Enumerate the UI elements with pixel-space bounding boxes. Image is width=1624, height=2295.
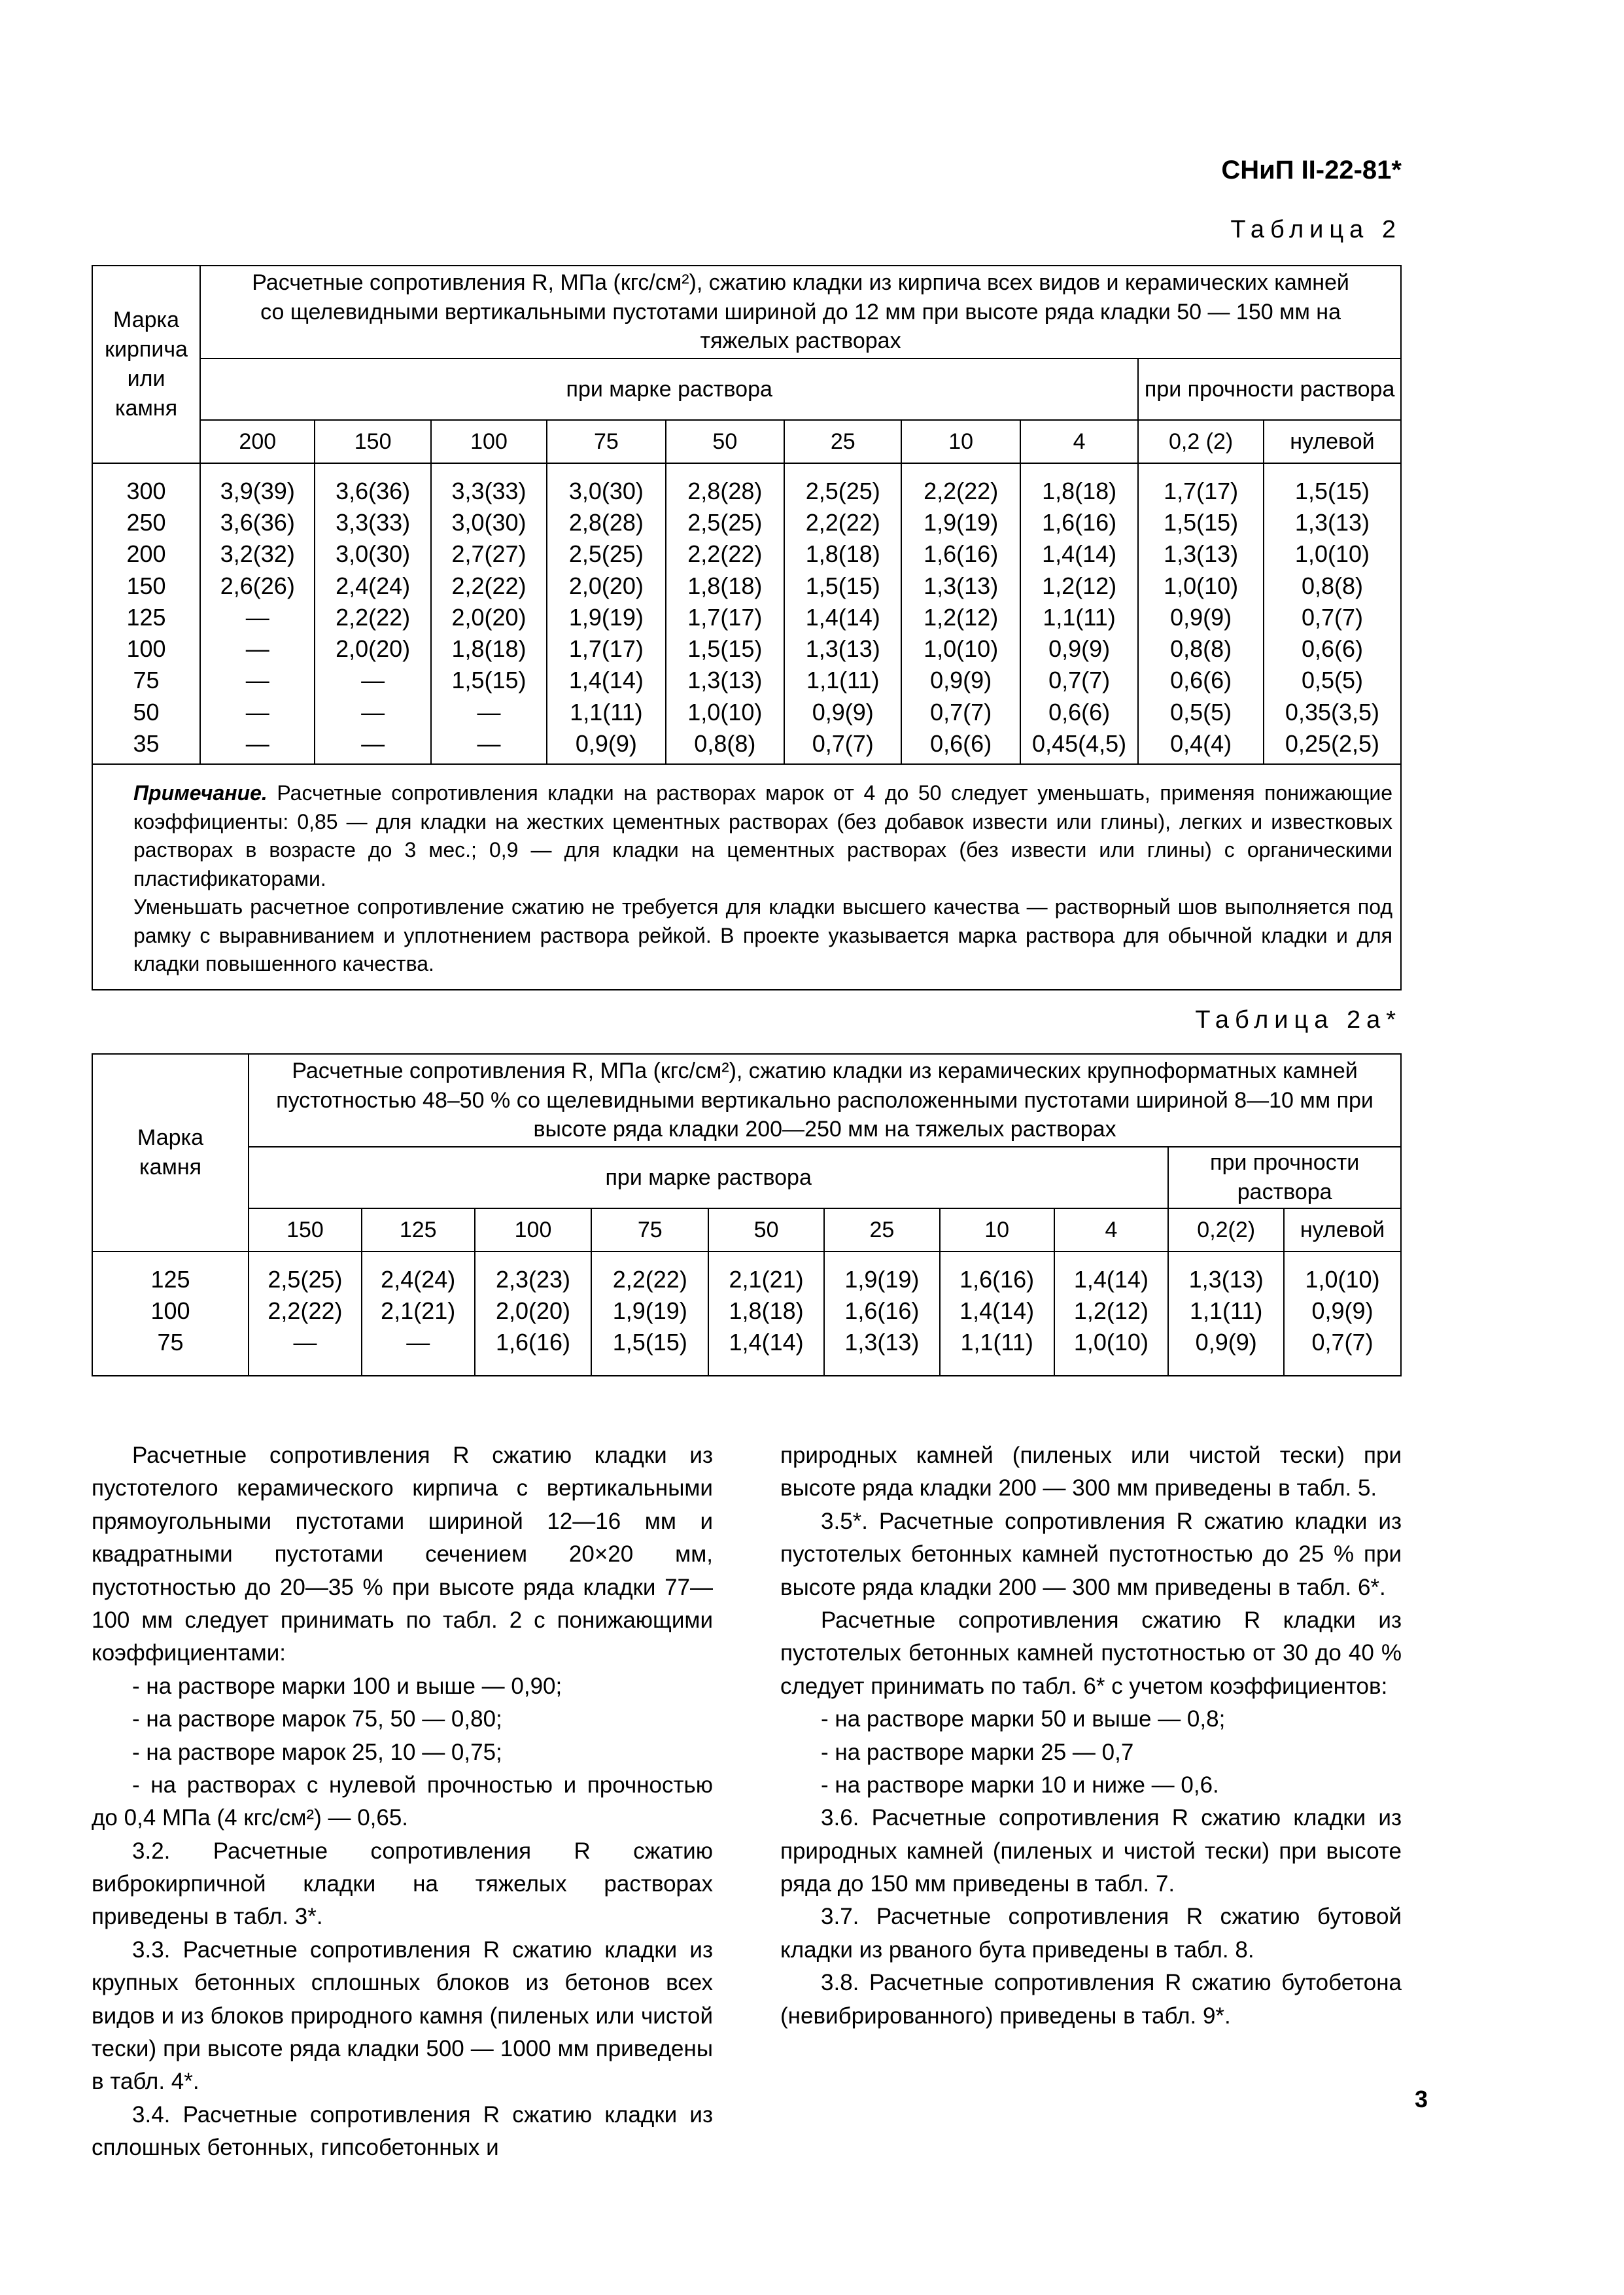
paragraph: Расчетные сопротивления сжатию R кладки из пустотелых бетонных камней пустотностью от 30 до 40 % следует принимать по табл. 6* с учетом коэффициентов: <box>780 1607 1402 1699</box>
table-cell: 0,9(9) <box>1048 635 1111 663</box>
table-cell: 1,6(16) <box>959 1266 1035 1293</box>
table-cell: 1,9(19) <box>612 1297 687 1325</box>
table-cell: 1,3(13) <box>687 667 763 694</box>
table-cell: 2,0(20) <box>568 572 644 599</box>
table-cell: 3,0(30) <box>568 478 644 504</box>
table-cell: 1,3(13) <box>1164 540 1239 568</box>
table-cell: 0,9(9) <box>812 698 874 726</box>
table2 <box>92 265 1402 990</box>
table-cell: 3,0(30) <box>451 509 527 536</box>
list-item: - на растворе марки 10 и ниже — 0,6. <box>821 1772 1219 1798</box>
table-cell: 1,4(14) <box>805 603 880 631</box>
table-cell: 1,1(11) <box>1190 1297 1263 1325</box>
page-number: 3 <box>1414 2086 1428 2112</box>
table-cell: — <box>406 1329 430 1356</box>
value-column <box>591 1252 708 1376</box>
table-cell: 0,9(9) <box>1311 1297 1373 1325</box>
table-cell: 1,2(12) <box>1042 572 1117 599</box>
note-paragraph-1: Расчетные сопротивления кладки на растворах марок от 4 до 50 следует уменьшать, применяя понижающие коэффициенты: 0,85 — для кладки на жестких цементных растворах (без добавок извести или глины), легких и известковых растворах в возрасте до 3 мес.; 0,9 — для кладки на цементных растворах (без извести или глины) с органическими пластификаторами. <box>133 781 1393 890</box>
row-label: 125 <box>150 1266 190 1293</box>
table2a-group-strength: при прочности раствора <box>1168 1147 1401 1208</box>
column-header: 50 <box>708 1208 824 1252</box>
table-cell: 1,6(16) <box>924 540 999 568</box>
table-cell: 3,9(39) <box>220 478 295 504</box>
row-label: 100 <box>150 1297 190 1325</box>
row-label: 200 <box>126 540 166 568</box>
table2a-caption: Таблица 2а* <box>1195 1006 1402 1034</box>
list-item: - на растворе марки 100 и выше — 0,90; <box>132 1673 562 1699</box>
table-cell: 1,9(19) <box>924 509 999 536</box>
paragraph: 3.7. Расчетные сопротивления R сжатию бутовой кладки из рваного бута приведены в табл. 8. <box>780 1904 1402 1963</box>
table-cell: 0,8(8) <box>1301 572 1363 599</box>
column-header: 75 <box>547 420 665 463</box>
row-label: 125 <box>126 603 166 631</box>
value-column <box>1020 463 1138 764</box>
table-cell: 1,5(15) <box>1294 478 1370 504</box>
table-cell: 1,6(16) <box>1042 509 1117 536</box>
table-cell: 1,5(15) <box>1164 509 1239 536</box>
value-column <box>708 1252 824 1376</box>
column-header: 25 <box>824 1208 940 1252</box>
row-label: 35 <box>133 729 160 757</box>
table-cell: 0,6(6) <box>1048 698 1111 726</box>
table-cell: 2,3(23) <box>495 1266 571 1293</box>
table2a-row-header: Марка камня <box>92 1054 249 1252</box>
table-cell: 1,0(10) <box>1294 540 1370 568</box>
table-cell: 1,7(17) <box>568 635 644 663</box>
column-header: 100 <box>431 420 547 463</box>
table-cell: 2,5(25) <box>687 509 763 536</box>
column-header: нулевой <box>1264 420 1401 463</box>
table2-group-strength: при прочности раствора <box>1138 359 1401 420</box>
row-label: 150 <box>126 572 166 599</box>
table-cell: 1,1(11) <box>570 698 643 726</box>
list-item: - на растворах с нулевой прочностью и прочностью до 0,4 МПа (4 кгс/см²) — 0,65. <box>92 1772 713 1831</box>
table-cell: 1,0(10) <box>924 635 999 663</box>
list-item: - на растворе марки 50 и выше — 0,8; <box>821 1706 1226 1732</box>
table-cell: 1,8(18) <box>805 540 880 568</box>
table-cell: 3,2(32) <box>220 540 295 568</box>
table-cell: 1,8(18) <box>687 572 763 599</box>
row-label: 250 <box>126 509 166 536</box>
table-cell: 1,4(14) <box>729 1329 804 1356</box>
table2-group-mortar: при марке раствора <box>200 359 1138 420</box>
table-cell: 1,6(16) <box>844 1297 920 1325</box>
table-cell: 3,3(33) <box>336 509 411 536</box>
column-header: 75 <box>591 1208 708 1252</box>
table-cell: 1,0(10) <box>687 698 763 726</box>
column-header: 10 <box>940 1208 1054 1252</box>
table-cell: 3,0(30) <box>336 540 411 568</box>
table2-caption: Таблица 2 <box>1230 216 1402 243</box>
table-cell: 2,8(28) <box>687 478 763 504</box>
table-cell: 0,8(8) <box>1170 635 1232 663</box>
table-cell: — <box>477 729 501 757</box>
note-paragraph-2: Уменьшать расчетное сопротивление сжатию не требуется для кладки высшего качества — растворный шов выполняется под рамку с выравниванием и уплотнением раствора рейкой. В проекте указывается марка раствора для обычной кладки и для кладки повышенного качества. <box>133 895 1392 976</box>
value-column <box>824 1252 940 1376</box>
column-header: 100 <box>475 1208 592 1252</box>
table-cell: 1,4(14) <box>568 667 644 694</box>
paragraph: природных камней (пиленых или чистой тески) при высоте ряда кладки 200 — 300 мм приведены в табл. 5. <box>780 1443 1402 1501</box>
table-cell: 0,8(8) <box>694 729 756 757</box>
table-cell: 2,0(20) <box>451 603 527 631</box>
table-cell: — <box>361 667 385 694</box>
table-cell: 1,8(18) <box>1042 478 1117 504</box>
table-cell: 1,3(13) <box>1188 1266 1264 1293</box>
table2a-group-mortar: при марке раствора <box>249 1147 1168 1208</box>
table-cell: 0,7(7) <box>1311 1329 1373 1356</box>
value-column <box>362 1252 475 1376</box>
row-label: 100 <box>126 635 166 663</box>
table-cell: 2,1(21) <box>729 1266 804 1293</box>
table-cell: — <box>477 698 501 726</box>
row-label: 75 <box>157 1329 184 1356</box>
table-cell: — <box>245 667 269 694</box>
table-cell: 0,7(7) <box>812 729 874 757</box>
table-cell: 2,2(22) <box>612 1266 687 1293</box>
table-cell: 2,2(22) <box>805 509 880 536</box>
table-cell: 1,3(13) <box>924 572 999 599</box>
table-cell: 1,5(15) <box>805 572 880 599</box>
table-cell: 2,0(20) <box>495 1297 571 1325</box>
table-cell: 2,2(22) <box>924 478 999 504</box>
table-cell: — <box>293 1329 317 1356</box>
table-cell: — <box>361 698 385 726</box>
table-cell: — <box>245 698 269 726</box>
table-cell: 1,2(12) <box>924 603 999 631</box>
table-cell: 0,7(7) <box>930 698 992 726</box>
value-column <box>431 463 547 764</box>
table-cell: 0,4(4) <box>1170 729 1232 757</box>
value-column <box>1264 463 1401 764</box>
row-label-column <box>92 1252 249 1376</box>
column-header: 10 <box>901 420 1020 463</box>
value-column <box>1284 1252 1401 1376</box>
table-cell: 1,6(16) <box>495 1329 571 1356</box>
table-cell: 2,6(26) <box>220 572 295 599</box>
column-header: 0,2(2) <box>1168 1208 1284 1252</box>
document-code: СНиП II-22-81* <box>1221 156 1402 184</box>
table-cell: — <box>245 635 269 663</box>
table-cell: 2,2(22) <box>268 1297 343 1325</box>
column-header: 25 <box>784 420 901 463</box>
value-column <box>901 463 1020 764</box>
column-header: 150 <box>249 1208 362 1252</box>
table-cell: 0,7(7) <box>1048 667 1111 694</box>
table-cell: 1,2(12) <box>1073 1297 1149 1325</box>
table-cell: 3,3(33) <box>451 478 527 504</box>
table-cell: 1,1(11) <box>806 667 880 694</box>
value-column <box>1054 1252 1169 1376</box>
row-label-column <box>92 463 200 764</box>
table-cell: 1,0(10) <box>1164 572 1239 599</box>
table-cell: 2,2(22) <box>687 540 763 568</box>
table-cell: 3,6(36) <box>220 509 295 536</box>
value-column <box>475 1252 592 1376</box>
column-header: 4 <box>1054 1208 1169 1252</box>
table-cell: 2,1(21) <box>381 1297 456 1325</box>
row-label: 50 <box>133 698 160 726</box>
table-cell: 1,4(14) <box>1073 1266 1149 1293</box>
table2-note <box>92 764 1401 990</box>
table-cell: 1,3(13) <box>844 1329 920 1356</box>
table-cell: 2,7(27) <box>451 540 527 568</box>
value-column <box>1168 1252 1284 1376</box>
table-cell: 0,7(7) <box>1301 603 1363 631</box>
list-item: - на растворе марок 75, 50 — 0,80; <box>132 1706 502 1732</box>
value-column <box>315 463 430 764</box>
table-cell: 0,35(3,5) <box>1285 698 1380 726</box>
paragraph: 3.3. Расчетные сопротивления R сжатию кладки из крупных бетонных сплошных блоков из бетонов всех видов и из блоков природного камня (пиленых или чистой тески) при высоте ряда кладки 500 — 1000 мм приведены в табл. 4*. <box>92 1936 713 2095</box>
table-cell: 2,2(22) <box>451 572 527 599</box>
table-cell: 2,0(20) <box>336 635 411 663</box>
table-cell: 1,0(10) <box>1305 1266 1380 1293</box>
table-cell: 0,6(6) <box>1170 667 1232 694</box>
table-cell: 2,4(24) <box>336 572 411 599</box>
right-text-column <box>780 1439 1402 2033</box>
paragraph: Расчетные сопротивления R сжатию кладки из пустотелого керамического кирпича с вертикальными прямоугольными пустотами шириной 12—16 мм и квадратными пустотами сечением 20×20 мм, пустотностью до 20—35 % при высоте ряда кладки 77—100 мм следует принимать по табл. 2 с понижающими коэффициентами: <box>92 1443 713 1666</box>
table-cell: 2,5(25) <box>268 1266 343 1293</box>
table-cell: 2,4(24) <box>381 1266 456 1293</box>
table-cell: 2,5(25) <box>568 540 644 568</box>
paragraph: 3.5*. Расчетные сопротивления R сжатию кладки из пустотелых бетонных камней пустотностью до 25 % при высоте ряда кладки 200 — 300 мм приведены в табл. 6*. <box>780 1508 1402 1600</box>
paragraph: 3.8. Расчетные сопротивления R сжатию бутобетона (невибрированного) приведены в табл. 9*. <box>780 1970 1402 2029</box>
value-column <box>666 463 784 764</box>
table-cell: 0,6(6) <box>930 729 992 757</box>
table-cell: — <box>245 729 269 757</box>
table-cell: 3,6(36) <box>336 478 411 504</box>
value-column <box>940 1252 1054 1376</box>
table-cell: 0,5(5) <box>1301 667 1363 694</box>
table-cell: 1,1(11) <box>960 1329 1033 1356</box>
note-label: Примечание. <box>133 781 268 805</box>
row-label: 75 <box>133 667 160 694</box>
table-cell: 2,8(28) <box>568 509 644 536</box>
row-label: 300 <box>126 478 166 504</box>
table-cell: — <box>361 729 385 757</box>
table-cell: 1,5(15) <box>451 667 527 694</box>
table-cell: 0,9(9) <box>1195 1329 1257 1356</box>
table-cell: 1,9(19) <box>844 1266 920 1293</box>
table-cell: 1,3(13) <box>1294 509 1370 536</box>
table2-title: Расчетные сопротивления R, МПа (кгс/см²), сжатию кладки из кирпича всех видов и керамических камней со щелевидными вертикальными пустотами шириной до 12 мм при высоте ряда кладки 50 — 150 мм на тяжелых растворах <box>200 266 1401 359</box>
table-cell: 1,3(13) <box>805 635 880 663</box>
column-header: 4 <box>1020 420 1138 463</box>
table2a <box>92 1053 1402 1376</box>
paragraph: 3.2. Расчетные сопротивления R сжатию виброкирпичной кладки на тяжелых растворах приведены в табл. 3*. <box>92 1838 713 1930</box>
value-column <box>1138 463 1264 764</box>
column-header: 50 <box>666 420 784 463</box>
table-cell: 1,8(18) <box>729 1297 804 1325</box>
column-header: 150 <box>315 420 430 463</box>
table2-row-header: Марка кирпича или камня <box>92 266 200 463</box>
table-cell: 0,9(9) <box>1170 603 1232 631</box>
value-column <box>200 463 315 764</box>
table-cell: 0,9(9) <box>930 667 992 694</box>
table-cell: 1,7(17) <box>687 603 763 631</box>
value-column <box>784 463 901 764</box>
table-cell: 0,25(2,5) <box>1285 729 1380 757</box>
value-column <box>547 463 665 764</box>
table-cell: 0,6(6) <box>1301 635 1363 663</box>
table-cell: 1,0(10) <box>1073 1329 1149 1356</box>
table-cell: 2,2(22) <box>336 603 411 631</box>
table-cell: 0,45(4,5) <box>1032 729 1127 757</box>
table-cell: 1,5(15) <box>687 635 763 663</box>
table-cell: 1,7(17) <box>1164 478 1239 504</box>
paragraph: 3.6. Расчетные сопротивления R сжатию кладки из природных камней (пиленых и чистой тески) при высоте ряда до 150 мм приведены в табл. 7. <box>780 1805 1402 1897</box>
table-cell: 1,8(18) <box>451 635 527 663</box>
value-column <box>249 1252 362 1376</box>
table-cell: 0,9(9) <box>575 729 637 757</box>
column-header: 200 <box>200 420 315 463</box>
table-cell: 1,4(14) <box>959 1297 1035 1325</box>
table-cell: 1,4(14) <box>1042 540 1117 568</box>
list-item: - на растворе марки 25 — 0,7 <box>821 1739 1134 1765</box>
table-cell: 0,5(5) <box>1170 698 1232 726</box>
left-text-column <box>92 1439 713 2165</box>
column-header: нулевой <box>1284 1208 1401 1252</box>
table-cell: 1,1(11) <box>1043 603 1116 631</box>
table-cell: 2,5(25) <box>805 478 880 504</box>
table-cell: 1,5(15) <box>612 1329 687 1356</box>
column-header: 0,2 (2) <box>1138 420 1264 463</box>
table-cell: 1,9(19) <box>568 603 644 631</box>
table2a-title: Расчетные сопротивления R, МПа (кгс/см²), сжатию кладки из керамических крупноформатных камней пустотностью 48–50 % со щелевидными вертикально расположенными пустотами шириной 8—10 мм при высоте ряда кладки 200—250 мм на тяжелых растворах <box>249 1054 1401 1147</box>
list-item: - на растворе марок 25, 10 — 0,75; <box>132 1739 502 1765</box>
column-header: 125 <box>362 1208 475 1252</box>
paragraph: 3.4. Расчетные сопротивления R сжатию кладки из сплошных бетонных, гипсобетонных и <box>92 2101 713 2161</box>
table-cell: — <box>245 603 269 631</box>
